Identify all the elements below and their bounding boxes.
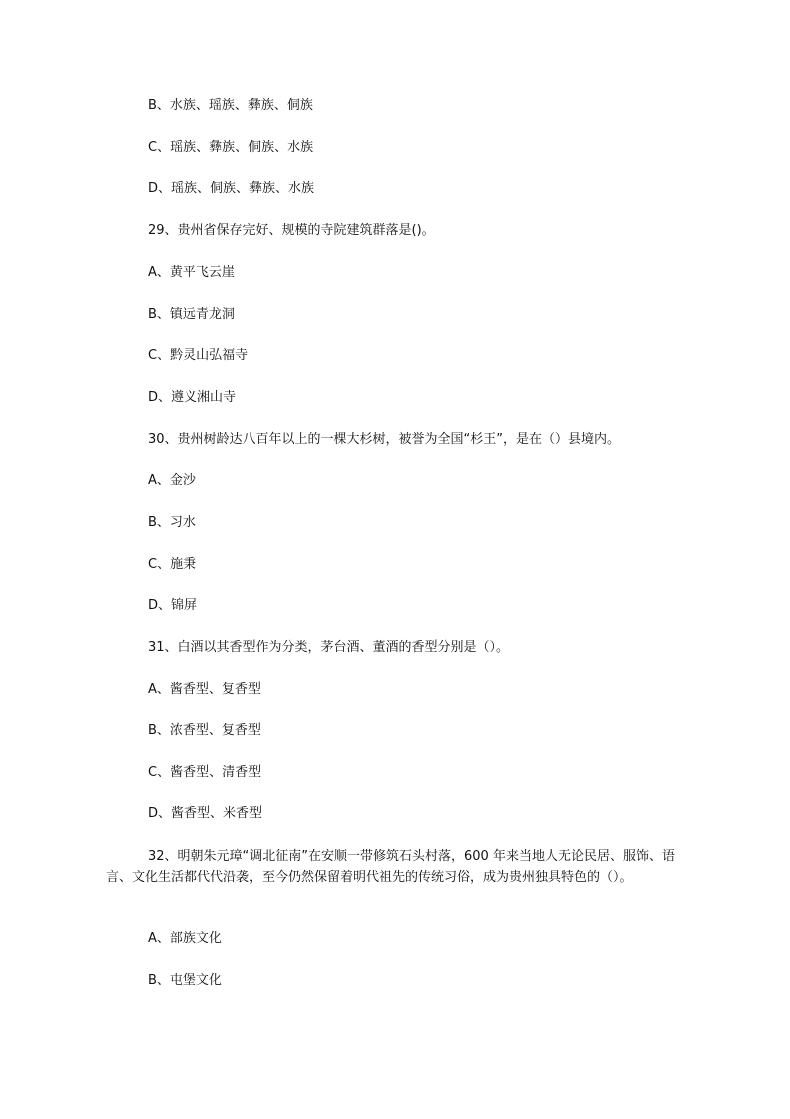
q31-option-d: D、酱香型、米香型 [148,806,263,821]
q28-option-b: B、水族、瑶族、彝族、侗族 [148,98,313,113]
q30-option-b: B、习水 [148,515,196,530]
q29-option-b: B、镇远青龙洞 [148,307,235,322]
q29-option-a: A、黄平飞云崖 [148,265,235,280]
q31-option-a: A、酱香型、复香型 [148,682,261,697]
q32-option-a: A、部族文化 [148,931,222,946]
q32-option-b: B、屯堡文化 [148,973,222,988]
q30-option-d: D、锦屏 [148,598,198,613]
q30-question: 30、贵州树龄达八百年以上的一棵大杉树，被誉为全国“杉王”，是在（）县境内。 [148,432,621,447]
q29-option-d: D、遵义湘山寺 [148,390,237,405]
q28-option-d: D、瑶族、侗族、彝族、水族 [148,181,315,196]
q30-option-c: C、施秉 [148,557,197,572]
q31-option-b: B、浓香型、复香型 [148,723,261,738]
q32-question: 32、明朝朱元璋“调北征南”在安顺一带修筑石头村落，600 年来当地人无论民居、服饰、语言、文化生活都代代沿袭，至今仍然保留着明代祖先的传统习俗，成为贵州独具特色的（）。 [106,849,675,885]
q30-option-a: A、金沙 [148,473,196,488]
q29-question: 29、贵州省保存完好、规模的寺院建筑群落是()。 [148,223,435,238]
q29-option-c: C、黔灵山弘福寺 [148,348,249,363]
q31-option-c: C、酱香型、清香型 [148,765,262,780]
q28-option-c: C、瑶族、彝族、侗族、水族 [148,140,314,155]
q31-question: 31、白酒以其香型作为分类，茅台酒、董酒的香型分别是（）。 [148,640,510,655]
